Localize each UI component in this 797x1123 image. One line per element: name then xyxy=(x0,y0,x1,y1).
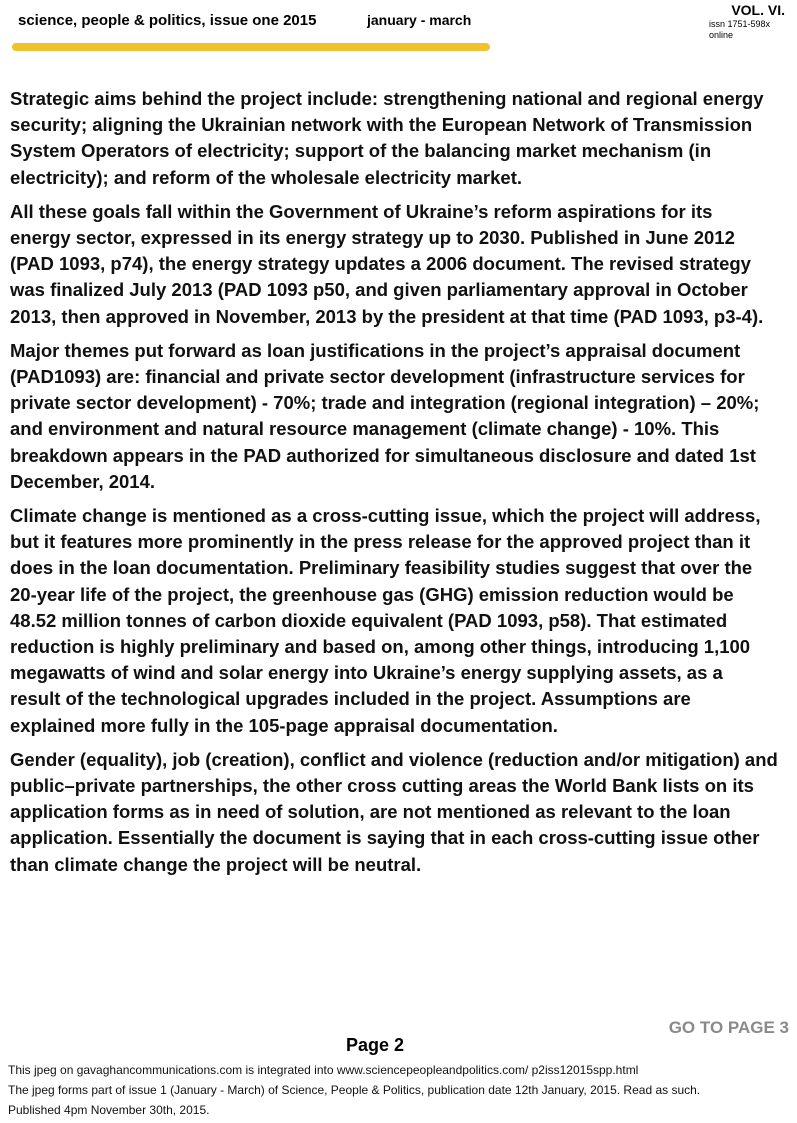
page-number: Page 2 xyxy=(346,1035,405,1055)
paragraph-strategic-aims: Strategic aims behind the project include: strengthening national and regional energy security; aligning the Ukrainian network with the European Network of Transmission System Operators of electricity; support of the balancing market mechanism (in electricity); and reform of the wholesale electricity market. xyxy=(10,88,764,188)
article-body xyxy=(10,86,778,886)
footer-notes xyxy=(8,1060,788,1120)
paragraph-government-goals: All these goals fall within the Government of Ukraine’s reform aspirations for its energy sector, expressed in its energy strategy up to 2030. Published in June 2012 (PAD 1093, p74), the energy strategy updates a 2006 document. The revised strategy was finalized July 2013 (PAD 1093 p50, and given parliamentary approval in October 2013, then approved in November, 2013 by the president at that time (PAD 1093, p3-4). xyxy=(10,200,764,327)
footer-line: The jpeg forms part of issue 1 (January - March) of Science, People & Politics, publication date 12th January, 2015. Read as such. xyxy=(8,1083,701,1097)
issn-block xyxy=(709,19,770,41)
go-to-next-page-link[interactable]: GO TO PAGE 3 xyxy=(668,1018,789,1037)
paragraph-loan-themes: Major themes put forward as loan justifications in the project’s appraisal document (PAD1093) are: financial and private sector development (infrastructure services for private sector development) - 70%; trade and integration (regional integration) – 20%; and environment and natural resource management (climate change) - 10%. This breakdown appears in the PAD authorized for simultaneous disclosure and dated 1st December, 2014. xyxy=(10,339,760,492)
journal-title: science, people & politics, issue one 2015 xyxy=(18,12,317,29)
issue-dates: january - march xyxy=(367,12,472,28)
paragraph-climate-change: Climate change is mentioned as a cross-cutting issue, which the project will address, but it features more prominently in the press release for the approved project than it does in the loan documentation. Preliminary feasibility studies suggest that over the 20-year life of the project, the greenhouse gas (GHG) emission reduction would be 48.52 million tonnes of carbon dioxide equivalent (PAD 1093, p58). That estimated reduction is highly preliminary and based on, among other things, introducing 1,100 megawatts of wind and solar energy into Ukraine’s energy supplying assets, as a result of the technological upgrades included in the project. Assumptions are explained more fully in the 105-page appraisal documentation. xyxy=(10,505,761,736)
footer-line: Published 4pm November 30th, 2015. xyxy=(8,1103,210,1117)
header-divider xyxy=(12,43,490,51)
footer-line: This jpeg on gavaghancommunications.com is integrated into www.sciencepeopleandpolitics.com/ p2iss12015spp.html xyxy=(8,1063,639,1077)
paragraph-cross-cutting: Gender (equality), job (creation), conflict and violence (reduction and/or mitigation) and public–private partnerships, the other cross cutting areas the World Bank lists on its application forms as in need of solution, are not mentioned as relevant to the loan application. Essentially the document is saying that in each cross-cutting issue other than climate change the project will be neutral. xyxy=(10,748,778,875)
volume-label: VOL. VI. xyxy=(731,2,785,18)
issn-number: issn 1751-598x xyxy=(709,19,771,29)
issn-format: online xyxy=(709,30,734,40)
